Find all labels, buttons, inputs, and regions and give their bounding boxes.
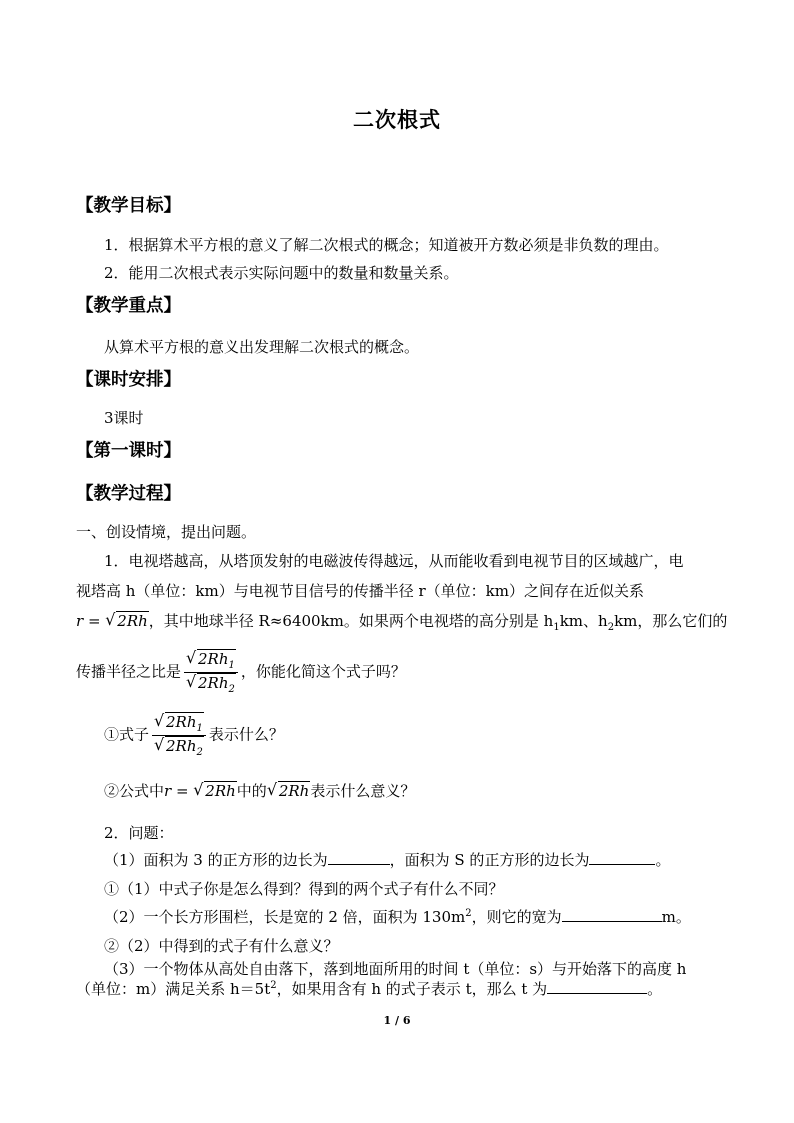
p1-line1: 1．电视塔越高，从塔顶发射的电磁波传得越远，从而能收看到电视节目的区域越广，电	[104, 552, 684, 570]
heading-process: 【教学过程】	[76, 484, 181, 504]
objective-1: 1．根据算术平方根的意义了解二次根式的概念；知道被开方数必须是非负数的理由。	[104, 236, 669, 254]
question-2: ②公式中r = √ 2Rh中的 √ 2Rh表示什么意义？	[104, 780, 416, 800]
answer-blank-1[interactable]	[328, 849, 390, 865]
heading-schedule: 【课时安排】	[76, 370, 181, 390]
problem-2: （2）一个长方形围栏，长是宽的 2 倍，面积为 $130m^2$，则它的宽为 m。	[104, 908, 691, 926]
sub-2: 2	[607, 622, 615, 633]
formula-r: r =	[76, 612, 106, 630]
heading-objectives: 【教学目标】	[76, 196, 181, 216]
heading-key-points: 【教学重点】	[76, 296, 181, 316]
p1-line3-end: km，那么它们的	[614, 612, 728, 630]
answer-blank-4[interactable]	[547, 978, 647, 994]
p1-line4-start: 传播半径之比是	[76, 662, 182, 681]
problem-1-question: ①（1）中式子你是怎么得到？得到的两个式子有什么不同？	[104, 880, 504, 898]
answer-blank-3[interactable]	[562, 906, 662, 922]
answer-blank-2[interactable]	[589, 849, 655, 865]
problem-3-line2: （单位：m）满足关系 $h=5t^2$，如果用含有 h 的式子表示 t，那么 t 为 。	[76, 980, 663, 998]
part1-title: 一、创设情境，提出问题。	[76, 523, 257, 541]
page-number: 1 / 6	[383, 1014, 411, 1027]
km-sep: km、h	[559, 612, 608, 630]
ratio-fraction: √ $2Rh_1$ √ $2Rh_2$	[184, 650, 238, 695]
q1-fraction: √ $2Rh_1$ √ $2Rh_2$	[152, 713, 206, 758]
objective-2: 2．能用二次根式表示实际问题中的数量和数量关系。	[104, 264, 459, 282]
p1-line4	[76, 650, 406, 695]
problem-1: （1）面积为 3 的正方形的边长为 ，面积为 S 的正方形的边长为 。	[104, 851, 671, 869]
p1-line3-mid: ，其中地球半径 R≈6400km。如果两个电视塔的高分别是 h	[148, 612, 554, 630]
problem-3-line1: （3）一个物体从高处自由落下，落到地面所用的时间 t（单位：s）与开始落下的高度 h	[104, 960, 687, 978]
key-point-text: 从算术平方根的意义出发理解二次根式的概念。	[104, 338, 420, 356]
question-1: ①式子 √ $2Rh_1$ √ $2Rh_2$ 表示什么？	[104, 711, 284, 758]
heading-first-lesson: 【第一课时】	[76, 441, 181, 461]
sub-1: 1	[553, 622, 560, 633]
p1-line4-end: ，你能化简这个式子吗？	[240, 662, 406, 681]
problem-2-question: ②（2）中得到的式子有什么意义？	[104, 937, 339, 955]
schedule-text: 3课时	[104, 409, 144, 427]
sqrt-2rh: √ 2Rh	[105, 610, 148, 630]
p1-line3	[76, 610, 727, 633]
page-title: 二次根式	[353, 107, 441, 132]
p1-line2: 视塔高 h（单位：km）与电视节目信号的传播半径 r（单位：km）之间存在近似关系	[76, 582, 644, 600]
part2-title: 2．问题：	[104, 824, 174, 842]
